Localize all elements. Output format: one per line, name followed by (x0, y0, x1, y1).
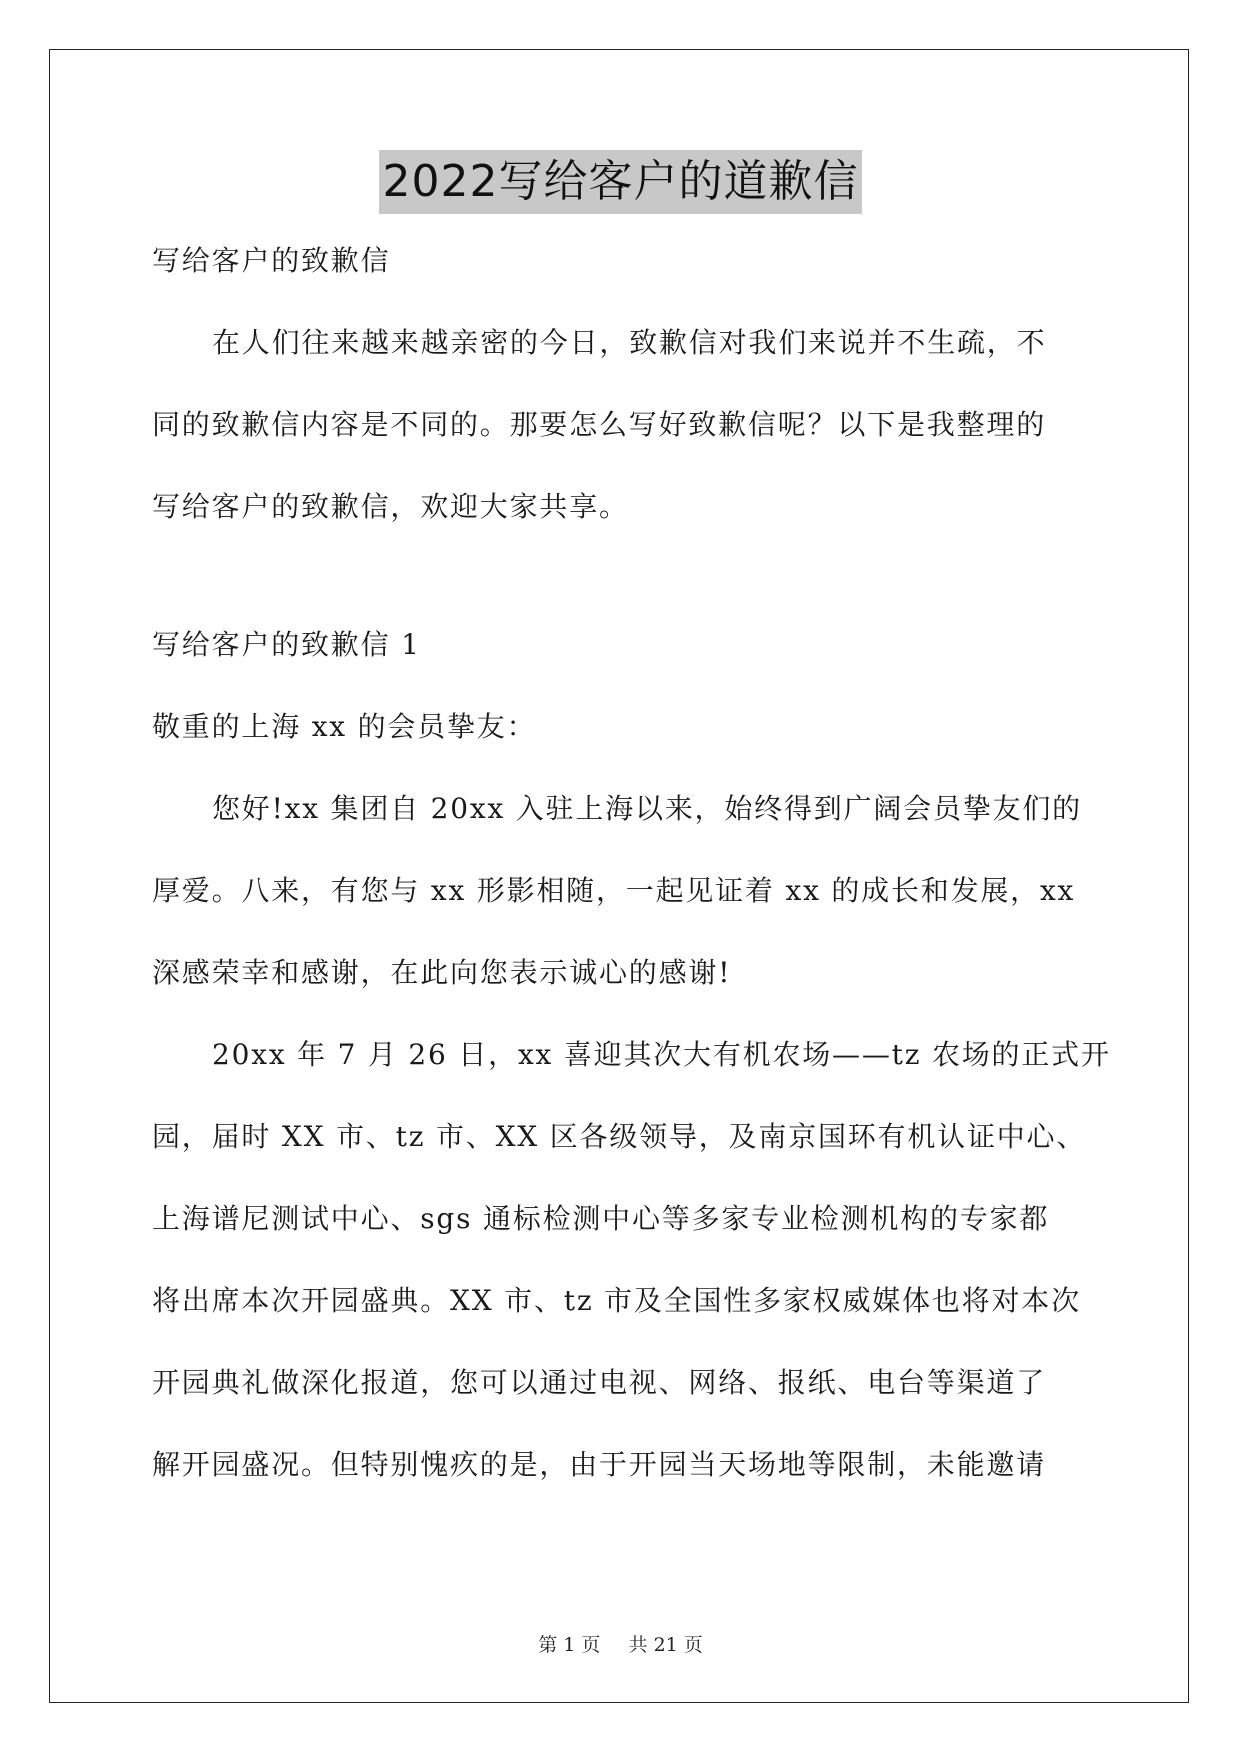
document-title: 2022写给客户的道歉信 (379, 150, 863, 214)
page-number: 第 1 页 (538, 1634, 601, 1656)
paragraph-line: 在人们往来越来越亲密的今日，致歉信对我们来说并不生疏，不 (212, 326, 1047, 359)
paragraph-line: 厚爱。八来，有您与 xx 形影相随，一起见证着 xx 的成长和发展，xx (152, 874, 1076, 907)
paragraph-line: 将出席本次开园盛典。XX 市、tz 市及全国性多家权威媒体也将对本次 (152, 1284, 1081, 1317)
paragraph-line: 园，届时 XX 市、tz 市、XX 区各级领导，及南京国环有机认证中心、 (152, 1120, 1087, 1153)
paragraph-line: 解开园盛况。但特别愧疚的是，由于开园当天场地等限制，未能邀请 (152, 1448, 1047, 1481)
paragraph-line: 开园典礼做深化报道，您可以通过电视、网络、报纸、电台等渠道了 (152, 1366, 1047, 1399)
paragraph-line: 上海谱尼测试中心、sgs 通标检测中心等多家专业检测机构的专家都 (152, 1202, 1050, 1235)
paragraph-heading: 写给客户的致歉信 (152, 244, 391, 277)
section-heading: 写给客户的致歉信 1 (152, 628, 421, 661)
salutation: 敬重的上海 xx 的会员挚友： (152, 710, 537, 743)
paragraph-line: 深感荣幸和感谢，在此向您表示诚心的感谢! (152, 956, 732, 989)
intro-section (152, 220, 1092, 548)
paragraph-line: 20xx 年 7 月 26 日，xx 喜迎其次大有机农场——tz 农场的正式开 (212, 1038, 1111, 1071)
paragraph-line: 您好!xx 集团自 20xx 入驻上海以来，始终得到广阔会员挚友们的 (212, 792, 1082, 825)
paragraph-line: 同的致歉信内容是不同的。那要怎么写好致歉信呢？以下是我整理的 (152, 408, 1047, 441)
letter-section (152, 604, 1111, 1506)
page-total: 共 21 页 (628, 1634, 703, 1656)
title-container (0, 150, 1241, 214)
paragraph-line: 写给客户的致歉信，欢迎大家共享。 (152, 490, 629, 523)
page-footer (0, 1630, 1241, 1657)
